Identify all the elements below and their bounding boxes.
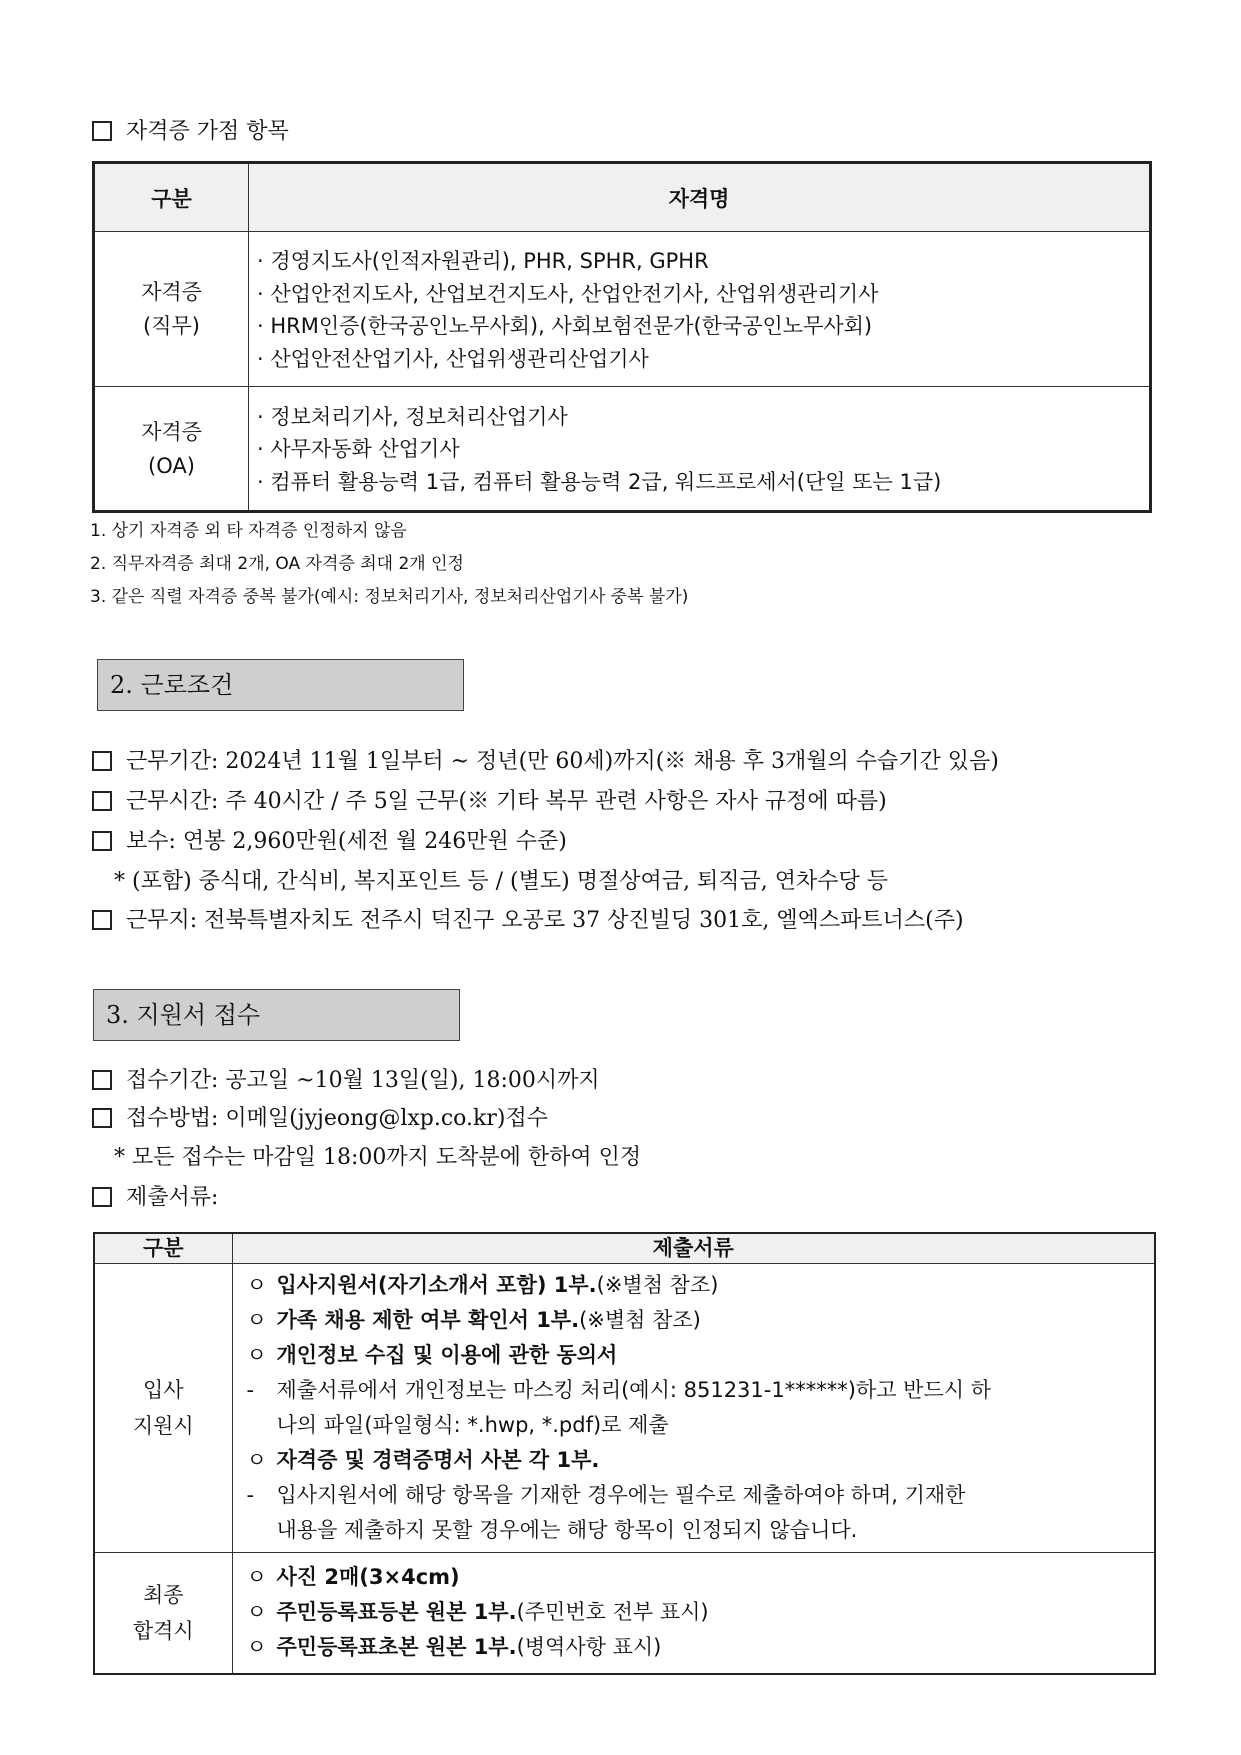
note-item: 1. 상기 자격증 외 타 자격증 인정하지 않음 [90,521,407,541]
work-hours-line: 근무시간: 주 40시간 / 주 5일 근무(※ 기타 복무 관련 사항은 자사 규정에 따름) [92,784,887,815]
checkbox-icon [92,791,112,811]
docs-label-line: 제출서류: [92,1180,218,1211]
cert-notes [90,515,688,614]
checkbox-icon [92,1187,112,1207]
table-row [94,1552,1155,1674]
list-item: ㅇ 개인정보 수집 및 이용에 관한 동의서 [246,1342,618,1367]
method-note: * 모든 접수는 마감일 18:00까지 도착분에 한하여 인정 [114,1145,642,1170]
docs-table [93,1232,1156,1675]
row-category: 자격증 (OA) [94,387,249,512]
application-period-line: 접수기간: 공고일 ~10월 13일(일), 18:00시까지 [92,1063,600,1094]
table-header-row [94,1233,1155,1263]
workplace-line: 근무지: 전북특별자치도 전주시 덕진구 오공로 37 상진빌딩 301호, 엘엑스파트너스(주) [92,903,964,934]
application-method-line: 접수방법: 이메일(jyjeong@lxp.co.kr)접수 [92,1101,548,1132]
row-category: 입사 지원시 [94,1263,232,1552]
note-item-continued: 나의 파일(파일형식: *.hwp, *.pdf)로 제출 [276,1412,669,1437]
checkbox-icon [92,831,112,851]
table-header-row [94,163,1151,232]
list-item: · 정보처리기사, 정보처리산업기사 [257,404,568,429]
note-item-continued: 내용을 제출하지 못할 경우에는 해당 항목이 인정되지 않습니다. [276,1517,858,1542]
note-item: - 입사지원서에 해당 항목을 기재한 경우에는 필수로 제출하여야 하며, 기재한 [246,1482,966,1507]
list-item: · 산업안전지도사, 산업보건지도사, 산업안전기사, 산업위생관리기사 [257,281,879,306]
header-cert-name: 자격명 [249,163,1151,232]
list-item: ㅇ 가족 채용 제한 여부 확인서 1부.(※별첨 참조) [246,1307,701,1332]
list-item: ㅇ 자격증 및 경력증명서 사본 각 1부. [246,1447,600,1472]
table-row [94,387,1151,512]
section2-title: 2. 근로조건 [97,659,464,711]
list-item: · 경영지도사(인적자원관리), PHR, SPHR, GPHR [257,249,709,273]
row-items [232,1552,1155,1674]
list-item: · HRM인증(한국공인노무사회), 사회보험전문가(한국공인노무사회) [257,314,873,338]
note-item: - 제출서류에서 개인정보는 마스킹 처리(예시: 851231-1******)하고 반드시 하 [246,1377,991,1402]
section3-title: 3. 지원서 접수 [93,989,460,1041]
row-items [249,387,1151,512]
checkbox-icon [92,751,112,771]
note-item: 3. 같은 직렬 자격증 중복 불가(예시: 정보처리기사, 정보처리산업기사 중복 불가) [90,587,689,607]
header-category: 구분 [94,1233,232,1263]
list-item: · 사무자동화 산업기사 [257,437,460,462]
salary-line: 보수: 연봉 2,960만원(세전 월 246만원 수준) [92,824,567,855]
list-item: ㅇ 입사지원서(자기소개서 포함) 1부.(※별첨 참조) [246,1272,719,1297]
list-item: ㅇ 주민등록표등본 원본 1부.(주민번호 전부 표시) [246,1600,709,1625]
row-category: 최종 합격시 [94,1552,232,1674]
list-item: · 컴퓨터 활용능력 1급, 컴퓨터 활용능력 2급, 워드프로세서(단일 또는 1급) [257,469,942,494]
cert-table [92,161,1152,513]
note-item: 2. 직무자격증 최대 2개, OA 자격증 최대 2개 인정 [90,554,464,574]
checkbox-icon [92,910,112,930]
header-category: 구분 [94,163,249,232]
header-docs: 제출서류 [232,1233,1155,1263]
row-items [249,232,1151,387]
row-category: 자격증 (직무) [94,232,249,387]
work-period-line: 근무기간: 2024년 11월 1일부터 ~ 정년(만 60세)까지(※ 채용 후 3개월의 수습기간 있음) [92,744,999,775]
cert-section-heading: 자격증 가점 항목 [92,114,289,145]
checkbox-icon [92,121,112,141]
table-row [94,1263,1155,1552]
checkbox-icon [92,1108,112,1128]
list-item: ㅇ 주민등록표초본 원본 1부.(병역사항 표시) [246,1635,662,1660]
table-row [94,232,1151,387]
checkbox-icon [92,1070,112,1090]
list-item: ㅇ 사진 2매(3×4cm) [246,1565,460,1590]
list-item: · 산업안전산업기사, 산업위생관리산업기사 [257,346,649,371]
salary-note: * (포함) 중식대, 간식비, 복지포인트 등 / (별도) 명절상여금, 퇴직금, 연차수당 등 [114,869,888,894]
row-items [232,1263,1155,1552]
